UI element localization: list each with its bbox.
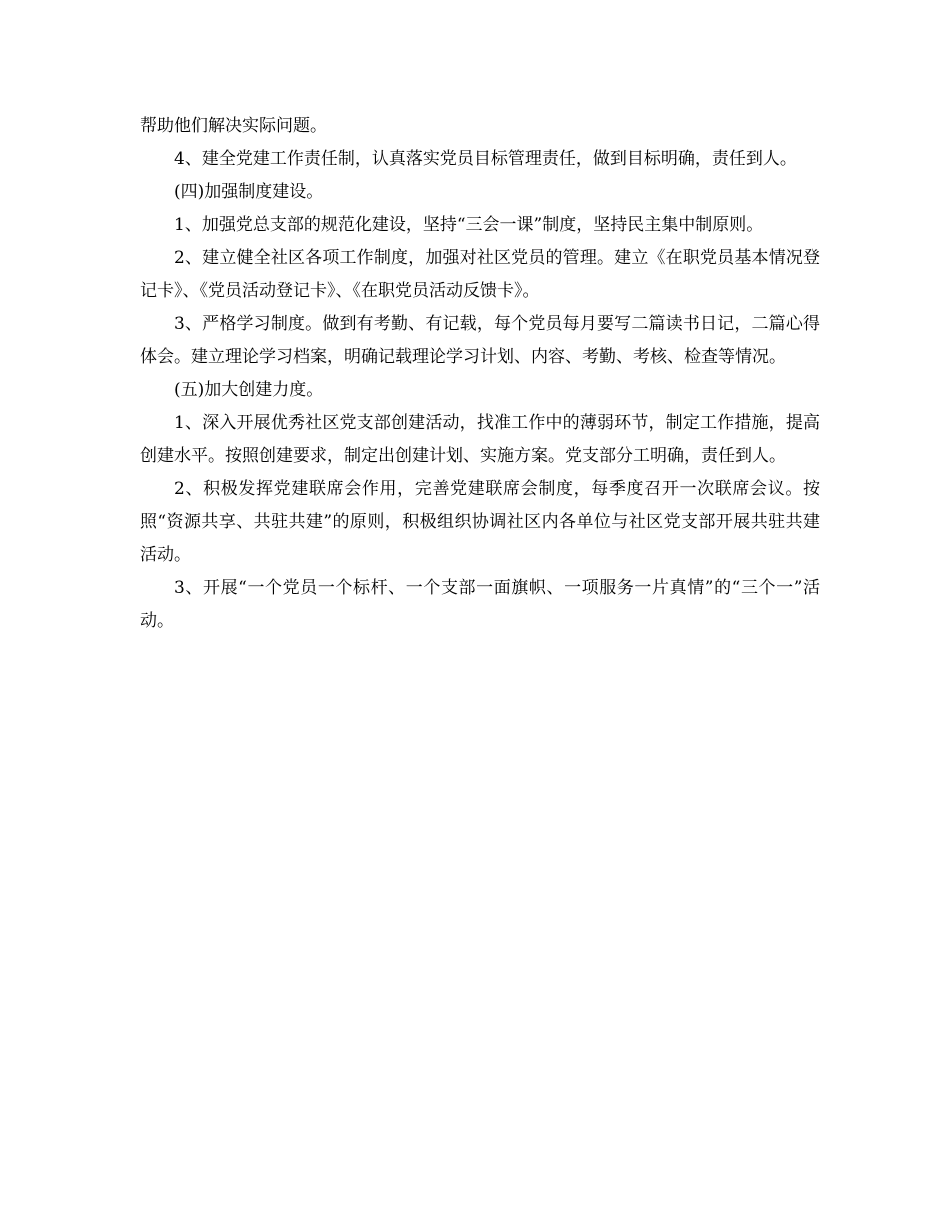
section-heading-4: (四)加强制度建设。 [174, 182, 324, 202]
paragraph-item-2b: 2、积极发挥党建联席会作用，完善党建联席会制度，每季度召开一次联席会议。按照“资源共享、共驻共建”的原则，积极组织协调社区内各单位与社区党支部开展共驻共建活动。 [140, 479, 820, 565]
paragraph-item-4: 4、建全党建工作责任制，认真落实党员目标管理责任，做到目标明确，责任到人。 [174, 149, 797, 169]
paragraph-item-2: 2、建立健全社区各项工作制度，加强对社区党员的管理。建立《在职党员基本情况登记卡》、《党员活动登记卡》、《在职党员活动反馈卡》。 [140, 248, 820, 301]
paragraph-item-3b: 3、开展“一个党员一个标杆、一个支部一面旗帜、一项服务一片真情”的“三个一”活动。 [140, 578, 820, 631]
paragraph-item-1: 1、加强党总支部的规范化建设，坚持“三会一课”制度，坚持民主集中制原则。 [174, 215, 764, 235]
document-page [140, 110, 820, 638]
paragraph-continuation: 帮助他们解决实际问题。 [140, 116, 327, 136]
paragraph-item-1b: 1、深入开展优秀社区党支部创建活动，找准工作中的薄弱环节，制定工作措施，提高创建水平。按照创建要求，制定出创建计划、实施方案。党支部分工明确，责任到人。 [140, 413, 820, 466]
section-heading-5: (五)加大创建力度。 [174, 380, 324, 400]
paragraph-item-3: 3、严格学习制度。做到有考勤、有记载，每个党员每月要写二篇读书日记，二篇心得体会。建立理论学习档案，明确记载理论学习计划、内容、考勤、考核、检查等情况。 [140, 314, 820, 367]
